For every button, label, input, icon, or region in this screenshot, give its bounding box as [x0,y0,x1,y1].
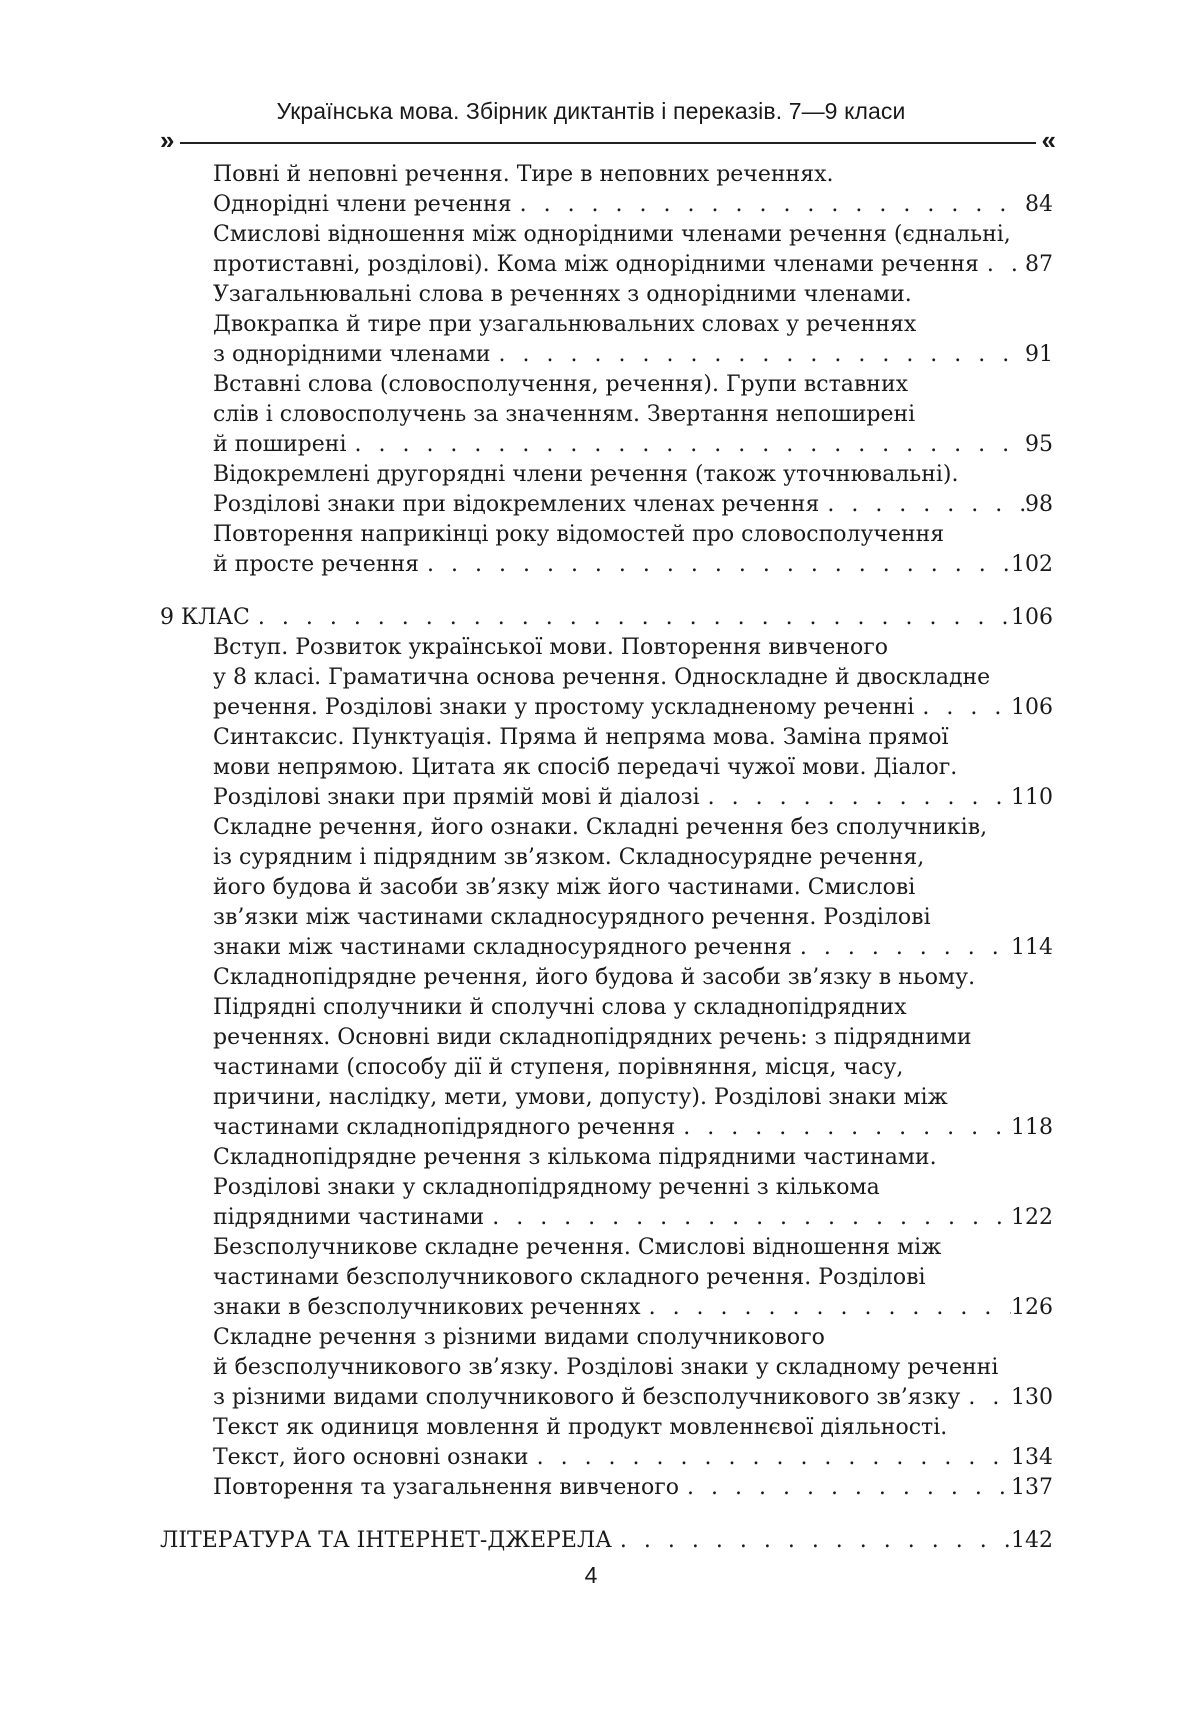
entry-leader-row [213,550,1053,580]
entry-title-line: Текст як одиниця мовлення й продукт мовленнєвої діяльності. [213,1415,948,1440]
entry-title-line: слів і словосполучень за значенням. Звертання непоширені [213,402,916,427]
entry-title-last-line: протиставні, розділові). Кома між однорідними членами речення [213,252,979,277]
right-guillemet-ornament: « [1041,125,1056,155]
entry-title-line: із сурядним і підрядним зв’язком. Складносурядне речення, [213,845,925,870]
toc-entry [160,460,1053,520]
dot-leader [491,340,1025,370]
page-ref: 142 [1011,1528,1053,1553]
left-guillemet-ornament: » [160,125,175,155]
entry-title-line: частинами безсполучникового складного речення. Розділові [213,1265,926,1290]
entry-leader-row [213,783,1053,813]
entry-title-line: Відокремлені другорядні члени речення (також уточнювальні). [213,462,959,487]
entry-title-last-line: й поширені [213,432,347,457]
page-ref: 110 [1011,785,1053,810]
toc-entry [160,813,1053,963]
toc-entry [160,520,1053,580]
entry-title-line: частинами (способу дії й ступеня, порівняння, місця, часу, [213,1055,904,1080]
entry-title-last-line: Текст, його основні ознаки [213,1445,529,1470]
page-ref: 106 [1011,605,1053,630]
toc-entry [160,280,1053,370]
entry-title-last-line: знаки між частинами складносурядного речення [213,935,792,960]
entry-title-last-line: знаки в безсполучникових реченнях [213,1295,641,1320]
dot-leader [792,933,1011,963]
section-heading [160,1526,1053,1556]
dot-leader [679,1473,1011,1503]
entry-title-line: Складне речення з різними видами сполучникового [213,1325,825,1350]
page-ref: 137 [1011,1475,1053,1500]
toc-entry [160,1473,1053,1503]
dot-leader [819,490,1025,520]
entry-title-line: реченнях. Основні види складнопідрядних речень: з підрядними [213,1025,972,1050]
entry-leader-row [213,933,1053,963]
page-ref: 126 [1011,1295,1053,1320]
page-ref: 87 [1025,252,1053,277]
entry-title-last-line: частинами складнопідрядного речення [213,1115,676,1140]
entry-title-line: й безсполучникового зв’язку. Розділові знаки у складному реченні [213,1355,999,1380]
header-divider [180,142,1036,144]
entry-title-last-line: Повторення та узагальнення вивченого [213,1475,680,1500]
entry-leader-row [213,1443,1053,1473]
page-ref: 118 [1011,1115,1053,1140]
toc-entry [160,633,1053,723]
toc-entry [160,1413,1053,1473]
toc-section [160,160,1053,580]
entry-title-last-line: ЛІТЕРАТУРА ТА ІНТЕРНЕТ-ДЖЕРЕЛА [160,1528,612,1553]
entry-title-last-line: з різними видами сполучникового й безсполучникового зв’язку [213,1385,961,1410]
page-ref: 91 [1025,342,1053,367]
entry-title-line: Смислові відношення між однорідними членами речення (єднальні, [213,222,1011,247]
page-number: 4 [584,1562,598,1588]
header-rule [160,125,1056,155]
dot-leader [960,1383,1011,1413]
page-ref: 134 [1011,1445,1053,1470]
entry-title-line: причини, наслідку, мети, умови, допусту). Розділові знаки між [213,1085,948,1110]
entry-title-line: у 8 класі. Граматична основа речення. Односкладне й двоскладне [213,665,991,690]
entry-leader-row [213,190,1053,220]
dot-leader [641,1293,1011,1323]
page-ref: 95 [1025,432,1053,457]
entry-title-last-line: 9 КЛАС [160,605,250,630]
entry-title-line: Повні й неповні речення. Тире в неповних реченнях. [213,162,834,187]
entry-title-last-line: речення. Розділові знаки у простому ускладненому реченні [213,695,915,720]
entry-title-line: мови непрямою. Цитата як спосіб передачі чужої мови. Діалог. [213,755,958,780]
page-ref: 130 [1011,1385,1053,1410]
entry-title-line: Вставні слова (словосполучення, речення). Групи вставних [213,372,909,397]
dot-leader [484,1203,1011,1233]
entry-title-last-line: підрядними частинами [213,1205,485,1230]
dot-leader [346,430,1025,460]
entry-title-line: Двокрапка й тире при узагальнювальних словах у реченнях [213,312,917,337]
dot-leader [250,603,1011,633]
dot-leader [419,550,1011,580]
dot-leader [529,1443,1011,1473]
toc-section [160,1526,1053,1556]
entry-title-last-line: з однорідними членами [213,342,491,367]
running-title: Українська мова. Збірник диктантів і переказів. 7—9 класи [276,98,906,124]
dot-leader [512,190,1025,220]
entry-title-line: його будова й засоби зв’язку між його частинами. Смислові [213,875,916,900]
entry-leader-row [213,340,1053,370]
page-ref: 84 [1025,192,1053,217]
entry-leader-row [213,693,1053,723]
toc-entry [160,1323,1053,1413]
toc-entry [160,1143,1053,1233]
entry-title-line: Безсполучникове складне речення. Смислові відношення між [213,1235,942,1260]
entry-title-last-line: Однорідні члени речення [213,192,512,217]
dot-leader [914,693,1011,723]
entry-title-line: Підрядні сполучники й сполучні слова у складнопідрядних [213,995,907,1020]
entry-leader-row [213,1473,1053,1503]
toc-entry [160,1233,1053,1323]
table-of-contents [160,160,1053,1579]
entry-title-line: Складнопідрядне речення, його будова й засоби зв’язку в ньому. [213,965,976,990]
page-ref: 122 [1011,1205,1053,1230]
entry-title-line: зв’язки між частинами складносурядного речення. Розділові [213,905,931,930]
entry-title-last-line: Розділові знаки при прямій мові й діалозі [213,785,700,810]
toc-entry [160,723,1053,813]
dot-leader [700,783,1011,813]
toc-entry [160,370,1053,460]
entry-title-line: Розділові знаки у складнопідрядному реченні з кількома [213,1175,880,1200]
toc-entry [160,963,1053,1143]
page-ref: 106 [1011,695,1053,720]
entry-title-line: Вступ. Розвиток української мови. Повторення вивченого [213,635,889,660]
entry-title-last-line: й просте речення [213,552,420,577]
entry-leader-row [213,1293,1053,1323]
entry-title-line: Складнопідрядне речення з кількома підрядними частинами. [213,1145,937,1170]
entry-title-line: Синтаксис. Пунктуація. Пряма й непряма мова. Заміна прямої [213,725,949,750]
entry-title-line: Складне речення, його ознаки. Складні речення без сполучників, [213,815,988,840]
entry-leader-row [213,250,1053,280]
entry-title-line: Повторення наприкінці року відомостей про словосполучення [213,522,945,547]
entry-leader-row [213,1383,1053,1413]
entry-title-last-line: Розділові знаки при відокремлених членах речення [213,492,820,517]
section-heading [160,603,1053,633]
toc-section [160,603,1053,1503]
dot-leader [979,250,1025,280]
entry-leader-row [213,490,1053,520]
entry-leader-row [213,1203,1053,1233]
entry-title-line: Узагальнювальні слова в реченнях з однорідними членами. [213,282,912,307]
entry-leader-row [213,1113,1053,1143]
dot-leader [612,1526,1011,1556]
page-ref: 98 [1025,492,1053,517]
entry-leader-row [213,430,1053,460]
toc-entry [160,220,1053,280]
dot-leader [675,1113,1011,1143]
page-ref: 102 [1011,552,1053,577]
toc-entry [160,160,1053,220]
page-ref: 114 [1011,935,1053,960]
